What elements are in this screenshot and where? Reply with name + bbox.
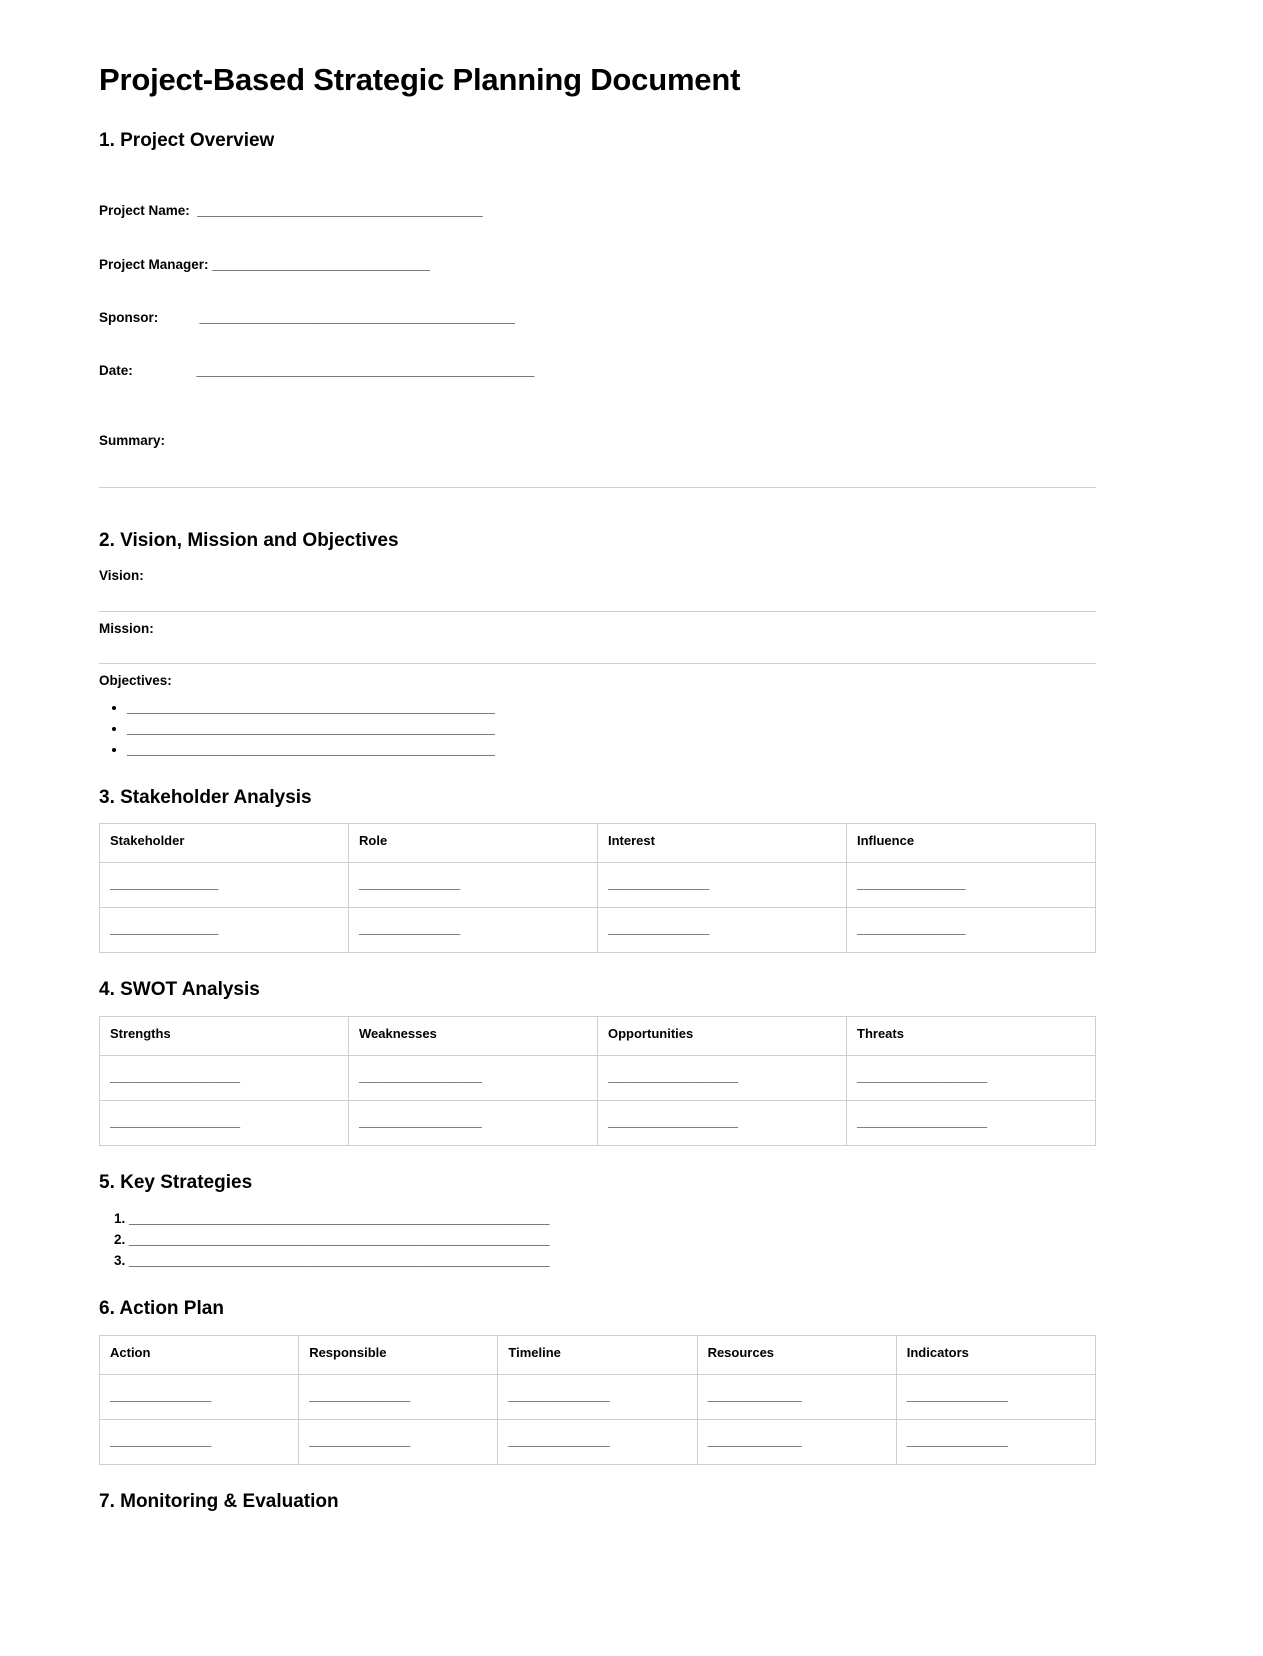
section-heading-6: 6. Action Plan [99,1297,224,1319]
table-cell[interactable]: __________________ [847,1101,1096,1146]
spacer [99,761,1096,787]
project-overview-fields [99,166,1096,415]
column-header-timeline: Timeline [498,1335,697,1374]
objectives-label: Objectives: [99,673,172,689]
section-vision-mission-objectives [99,530,1096,760]
field-sponsor[interactable]: Sponsor: __________________________________________ [99,309,515,325]
section-monitoring-evaluation [99,1491,1096,1514]
section-heading-5: 5. Key Strategies [99,1172,253,1194]
list-item[interactable]: • _________________________________________________ [127,698,1096,719]
table-cell[interactable]: ______________ [299,1374,498,1419]
column-header-threats: Threats [847,1017,1096,1056]
column-header-weaknesses: Weaknesses [349,1017,598,1056]
table-header-row [100,1335,1096,1374]
table-cell[interactable]: _______________ [847,908,1096,953]
table-row [100,1101,1096,1146]
table-row [100,1419,1096,1464]
spacer [99,1272,1096,1298]
summary-label: Summary: [99,432,166,448]
field-project-name[interactable]: Project Name: ______________________________________ [99,203,483,219]
table-cell[interactable]: ______________ [100,1374,299,1419]
column-header-resources: Resources [697,1335,896,1374]
table-header-row [100,824,1096,863]
table-cell[interactable]: ______________ [598,908,847,953]
section-heading-1: 1. Project Overview [99,129,275,151]
spacer [99,953,1096,979]
list-item[interactable]: 2. ________________________________________________________ [129,1230,1096,1251]
table-row [100,1056,1096,1101]
section-action-plan [99,1298,1096,1465]
section-key-strategies [99,1172,1096,1272]
spacer [99,1146,1096,1172]
table-cell[interactable]: __________________ [598,1056,847,1101]
table-cell[interactable]: _______________ [100,908,349,953]
spacer [99,488,1096,530]
column-header-influence: Influence [847,824,1096,863]
section-heading-2: 2. Vision, Mission and Objectives [99,530,399,552]
table-row [100,908,1096,953]
field-project-manager[interactable]: Project Manager: _____________________________ [99,256,431,272]
table-row [100,1374,1096,1419]
table-cell[interactable]: ______________ [498,1374,697,1419]
table-cell[interactable]: ______________ [349,863,598,908]
column-header-opportunities: Opportunities [598,1017,847,1056]
table-cell[interactable]: ______________ [598,863,847,908]
key-strategies-list [99,1209,1096,1272]
table-cell[interactable]: _____________ [697,1419,896,1464]
stakeholder-table [99,823,1096,953]
table-cell[interactable]: __________________ [598,1101,847,1146]
table-cell[interactable]: __________________ [847,1056,1096,1101]
table-cell[interactable]: ______________ [299,1419,498,1464]
table-cell[interactable]: __________________ [100,1056,349,1101]
list-item[interactable]: • _________________________________________________ [127,740,1096,761]
list-item[interactable]: 3. ________________________________________________________ [129,1251,1096,1272]
column-header-action: Action [100,1335,299,1374]
column-header-role: Role [349,824,598,863]
vision-label: Vision: [99,568,144,584]
column-header-indicators: Indicators [896,1335,1095,1374]
section-stakeholder-analysis [99,787,1096,954]
table-cell[interactable]: ______________ [349,908,598,953]
table-cell[interactable]: _________________ [349,1101,598,1146]
objectives-list [99,698,1096,761]
table-cell[interactable]: _________________ [349,1056,598,1101]
section-heading-3: 3. Stakeholder Analysis [99,786,312,808]
section-heading-7: 7. Monitoring & Evaluation [99,1490,339,1512]
table-row [100,863,1096,908]
mission-label: Mission: [99,620,154,636]
table-header-row [100,1017,1096,1056]
table-cell[interactable]: _______________ [100,863,349,908]
column-header-interest: Interest [598,824,847,863]
section-heading-4: 4. SWOT Analysis [99,979,260,1001]
section-divider-mission [99,663,1096,664]
section-swot-analysis [99,979,1096,1146]
table-cell[interactable]: ______________ [498,1419,697,1464]
spacer [99,1465,1096,1491]
list-item[interactable]: 1. ________________________________________________________ [129,1209,1096,1230]
page-title: Project-Based Strategic Planning Document [99,62,741,97]
table-cell[interactable]: _______________ [847,863,1096,908]
column-header-stakeholder: Stakeholder [100,824,349,863]
list-item[interactable]: • _________________________________________________ [127,719,1096,740]
section-divider-vision [99,611,1096,612]
section-project-overview [99,130,1096,489]
table-cell[interactable]: ______________ [100,1419,299,1464]
field-date[interactable]: Date: _____________________________________________ [99,363,535,379]
column-header-strengths: Strengths [100,1017,349,1056]
swot-table [99,1016,1096,1146]
table-cell[interactable]: ______________ [896,1419,1095,1464]
action-plan-table [99,1335,1096,1465]
table-cell[interactable]: _____________ [697,1374,896,1419]
table-cell[interactable]: ______________ [896,1374,1095,1419]
table-cell[interactable]: __________________ [100,1101,349,1146]
column-header-responsible: Responsible [299,1335,498,1374]
